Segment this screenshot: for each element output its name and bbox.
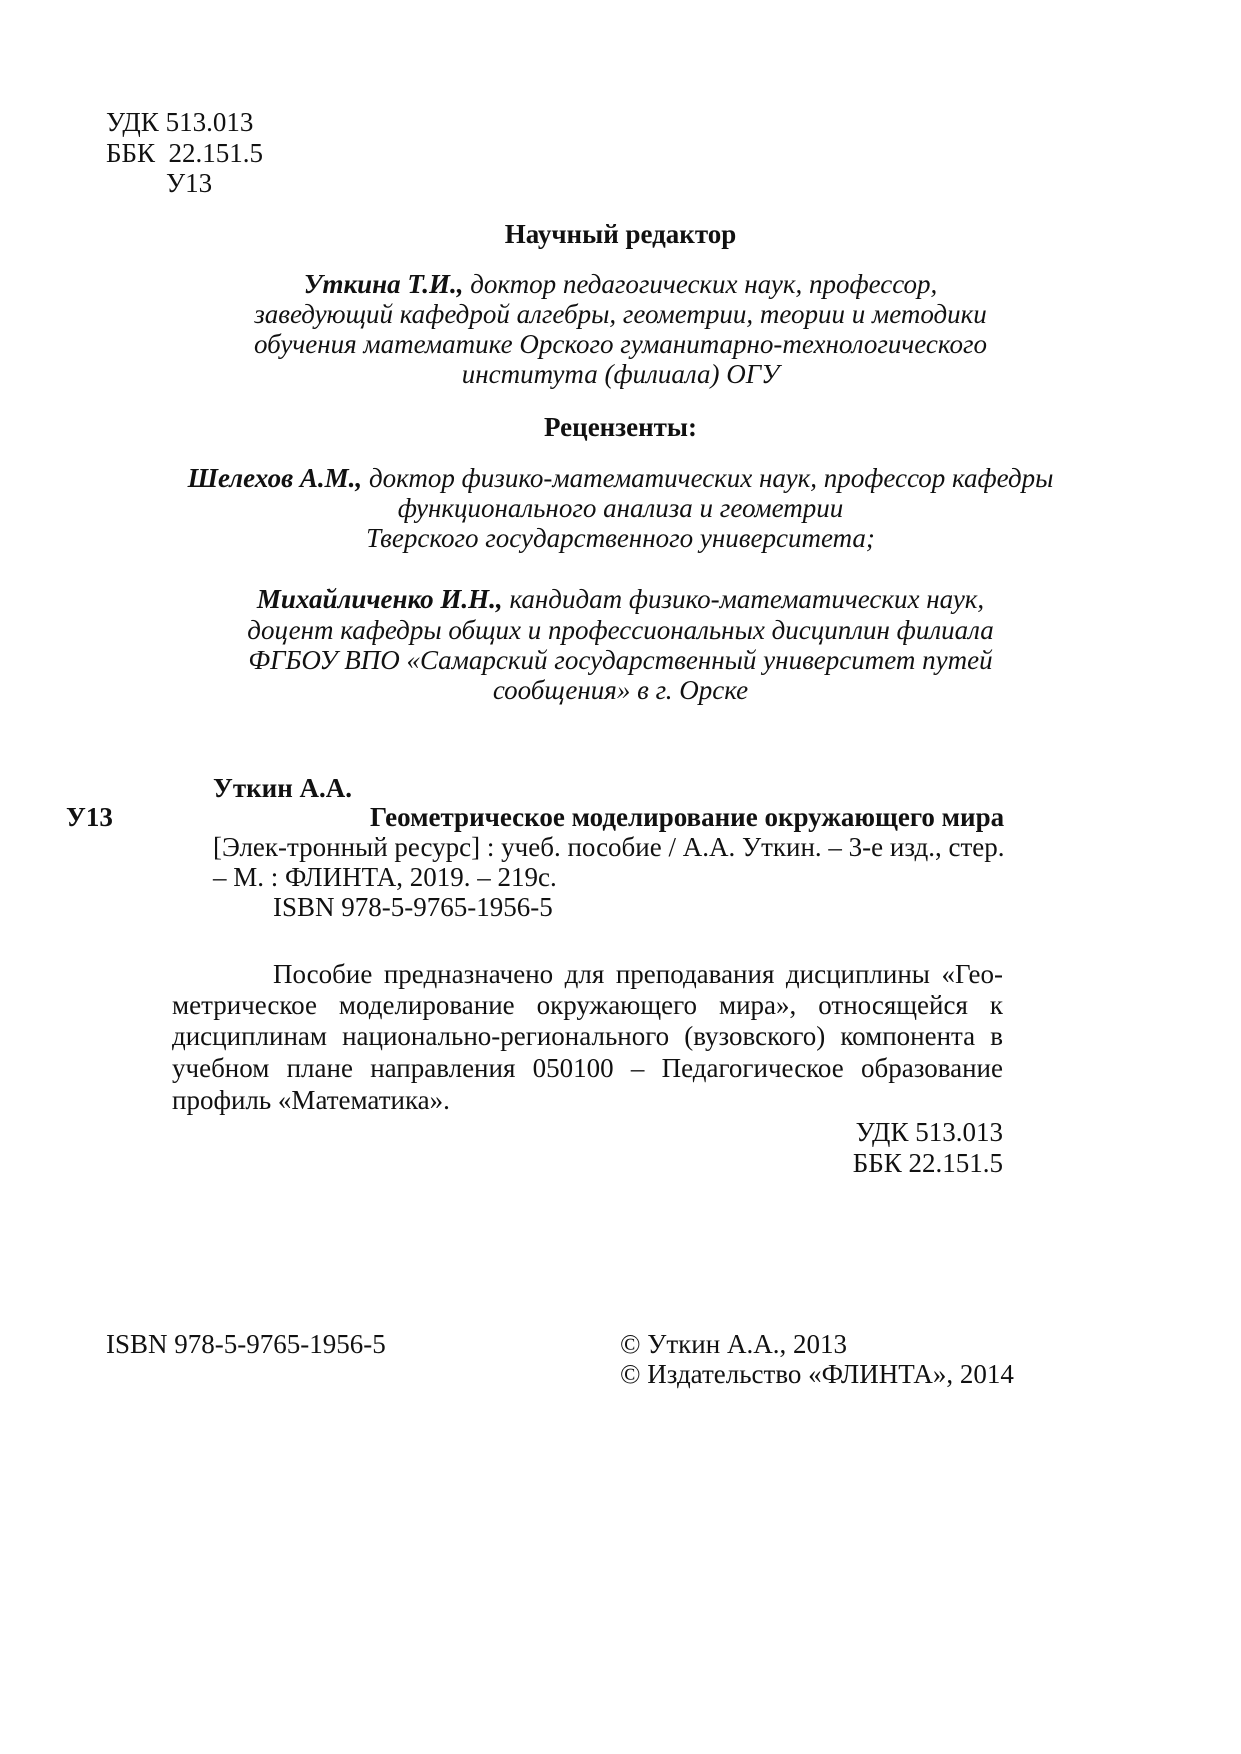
- reviewers-heading: Рецензенты:: [544, 412, 697, 442]
- reviewer-2-line-3: ФГБОУ ВПО «Самарский государственный университет путей: [248, 645, 993, 675]
- scientific-editor-heading: Научный редактор: [504, 219, 737, 249]
- bbk-code-top: ББК 22.151.5: [106, 138, 264, 168]
- catalog-mark: У13: [66, 802, 113, 832]
- udk-code-top: УДК 513.013: [106, 107, 254, 137]
- catalog-title: Геометрическое моделирование окружающего мира: [370, 802, 1005, 832]
- reviewer-1-name: Шелехов А.М.,: [187, 463, 363, 493]
- abstract-line-4: учебном плане направления 050100 – Педагогическое образование: [172, 1053, 1003, 1083]
- reviewer-2-name: Михайличенко И.Н.,: [256, 584, 503, 614]
- author-mark-top: У13: [166, 168, 213, 198]
- copyright-author: © Уткин А.А., 2013: [620, 1329, 847, 1359]
- abstract-line-3: дисциплинам национально-регионального (вузовского) компонента в: [172, 1021, 1003, 1051]
- abstract-udk: УДК 513.013: [855, 1117, 1003, 1147]
- reviewer-2-line-4: сообщения» в г. Орске: [492, 675, 749, 705]
- scientific-editor-name: Уткина Т.И.,: [303, 269, 464, 299]
- reviewer-2-credentials: кандидат физико-математических наук,: [502, 584, 985, 614]
- copyright-publisher: © Издательство «ФЛИНТА», 2014: [620, 1359, 1014, 1389]
- scientific-editor-line-2: заведующий кафедрой алгебры, геометрии, теории и методики: [254, 299, 987, 329]
- reviewer-1-credentials: доктор физико-математических наук, профессор кафедры: [362, 463, 1054, 493]
- abstract-line-1: Пособие предназначено для преподавания дисциплины «Гео-: [273, 959, 1003, 989]
- catalog-description-line-1: [Элек-тронный ресурс] : учеб. пособие / А.А. Уткин. – 3-е изд., стер.: [213, 832, 1005, 862]
- scientific-editor-line-1: [0, 269, 1241, 299]
- scientific-editor-line-3: обучения математике Орского гуманитарно-технологического: [253, 329, 988, 359]
- reviewer-2-line-2: доцент кафедры общих и профессиональных дисциплин филиала: [247, 615, 994, 645]
- reviewer-1-line-2: функционального анализа и геометрии: [397, 493, 844, 523]
- catalog-author: Уткин А.А.: [213, 773, 352, 803]
- scientific-editor-credentials: доктор педагогических наук, профессор,: [463, 269, 938, 299]
- abstract-line-2: метрическое моделирование окружающего мира», относящейся к: [172, 990, 1003, 1020]
- reviewer-1-line-1: [0, 463, 1241, 493]
- scientific-editor-line-4: института (филиала) ОГУ: [461, 359, 780, 389]
- reviewer-2-line-1: [0, 584, 1241, 614]
- abstract-bbk: ББК 22.151.5: [852, 1148, 1003, 1178]
- abstract-line-5: профиль «Математика».: [172, 1085, 450, 1115]
- catalog-isbn: ISBN 978-5-9765-1956-5: [273, 892, 553, 922]
- catalog-description-line-2: – М. : ФЛИНТА, 2019. – 219с.: [213, 862, 557, 892]
- reviewer-1-line-3: Тверского государственного университета;: [366, 523, 875, 553]
- footer-isbn: ISBN 978-5-9765-1956-5: [106, 1329, 386, 1359]
